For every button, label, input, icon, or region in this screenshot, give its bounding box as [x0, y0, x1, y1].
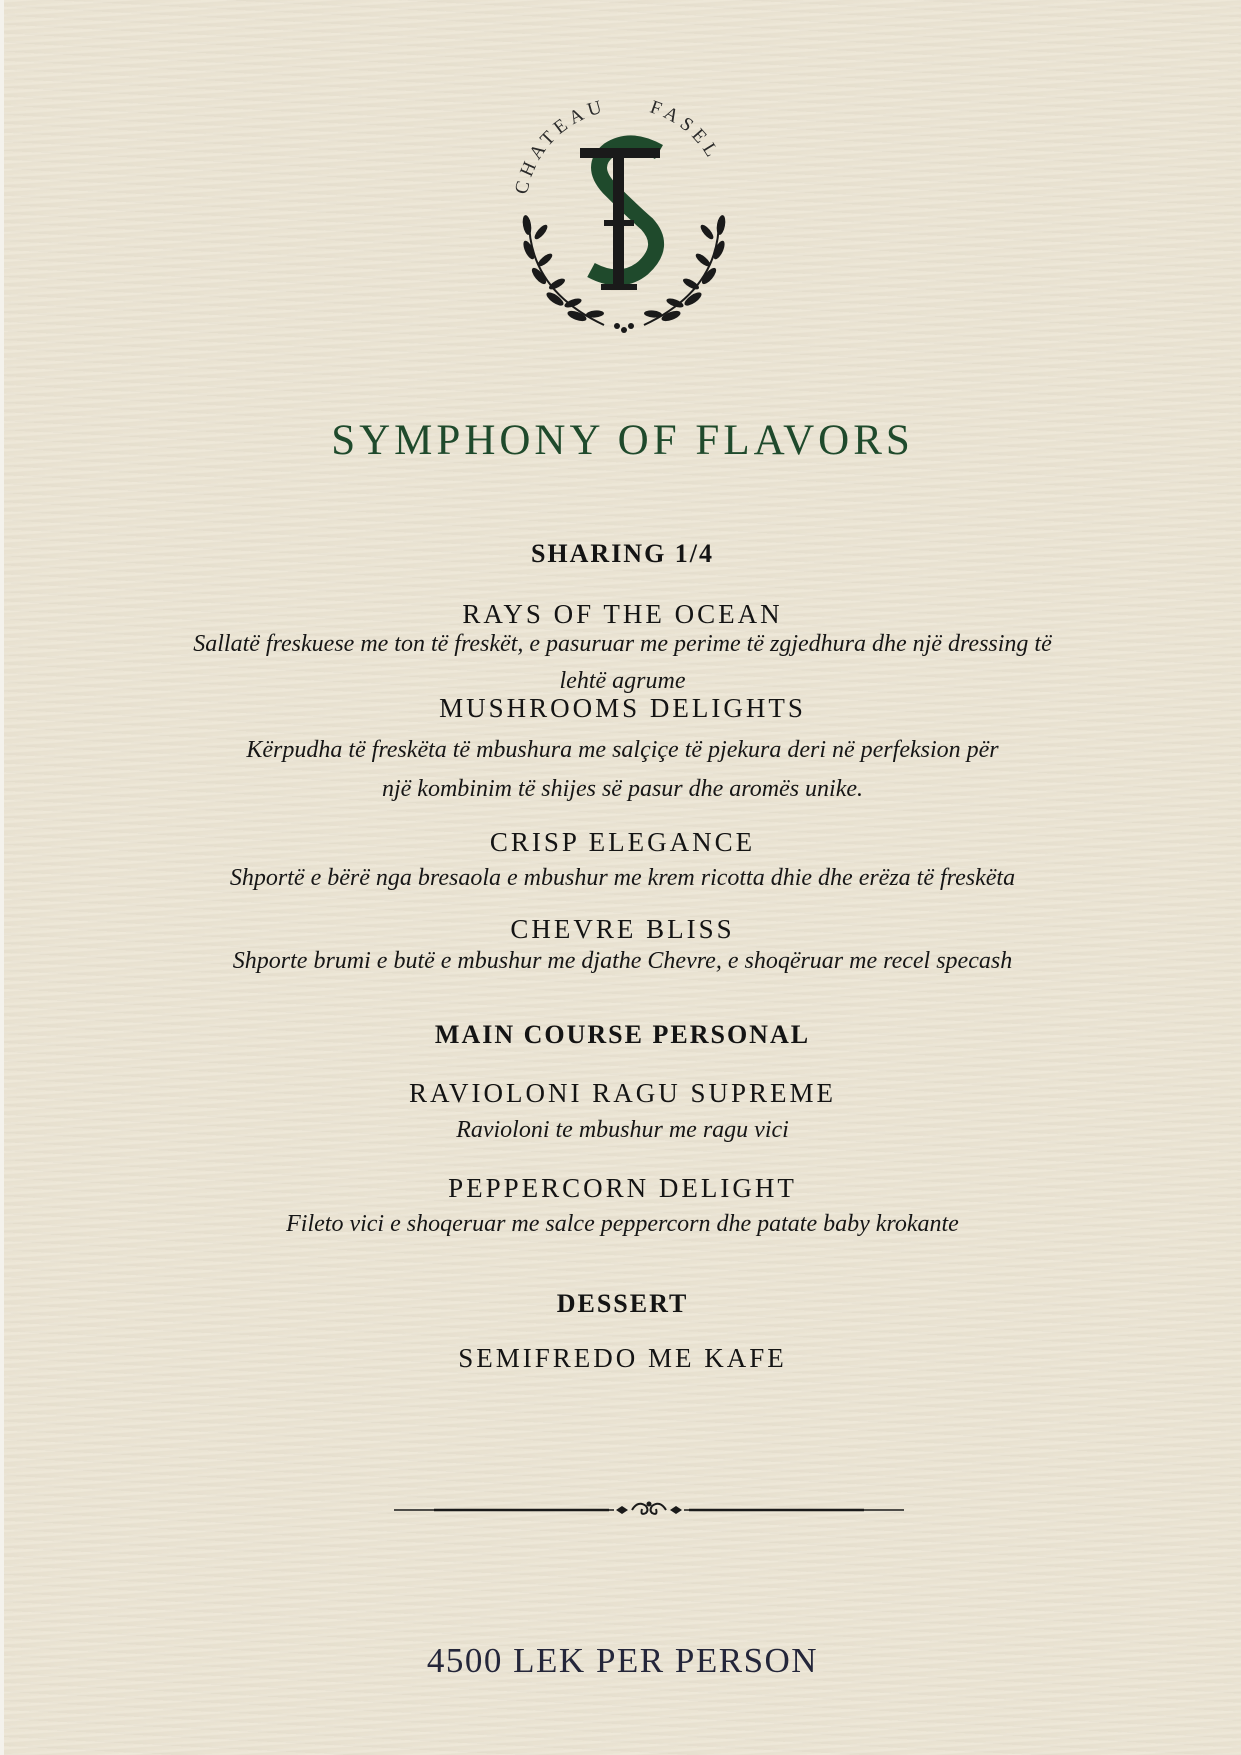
menu-item-description: Ravioloni te mbushur me ragu vici — [456, 1117, 789, 1143]
section-heading-main-course: MAIN COURSE PERSONAL — [434, 1020, 811, 1049]
logo-wordmark-right: FASEL — [647, 100, 725, 165]
menu-item-description: një kombinim të shijes së pasur dhe aromës unike. — [381, 776, 864, 802]
menu-item-name: MUSHROOMS DELIGHTS — [439, 693, 806, 723]
menu-item-description: Shporte brumi e butë e mbushur me djathe Chevre, e shoqëruar me recel specash — [232, 948, 1013, 974]
menu-item-description: Sallatë freskuese me ton të freskët, e pasuruar me perime të zgjedhura dhe një dressing të — [193, 631, 1052, 657]
menu-item-name: PEPPERCORN DELIGHT — [448, 1173, 797, 1203]
menu-item-name: SEMIFREDO ME KAFE — [458, 1343, 787, 1373]
ornamental-divider-icon — [394, 1496, 904, 1524]
logo-wordmark-left: CHATEAU — [511, 100, 609, 197]
menu-item-name: CHEVRE BLISS — [510, 914, 735, 944]
logo-monogram — [509, 100, 739, 340]
price-per-person: 4500 LEK PER PERSON — [426, 1641, 819, 1680]
chateau-fasel-logo — [509, 100, 739, 340]
menu-item-description: Shportë e bërë nga bresaola e mbushur me krem ricotta dhie dhe erëza të freskëta — [229, 865, 1016, 891]
menu-title: SYMPHONY OF FLAVORS — [331, 417, 914, 464]
menu-item-description: lehtë agrume — [559, 668, 686, 694]
menu-item-name: CRISP ELEGANCE — [489, 827, 756, 857]
menu-item-name: RAVIOLONI RAGU SUPREME — [408, 1078, 837, 1108]
section-heading-sharing: SHARING 1/4 — [530, 539, 715, 568]
menu-item-name: RAYS OF THE OCEAN — [462, 599, 783, 629]
menu-page — [4, 0, 1241, 1755]
menu-item-description: Fileto vici e shoqeruar me salce peppercorn dhe patate baby krokante — [286, 1211, 959, 1237]
section-heading-dessert: DESSERT — [556, 1289, 689, 1318]
menu-item-description: Kërpudha të freskëta të mbushura me salçiçe të pjekura deri në perfeksion për — [246, 737, 999, 763]
